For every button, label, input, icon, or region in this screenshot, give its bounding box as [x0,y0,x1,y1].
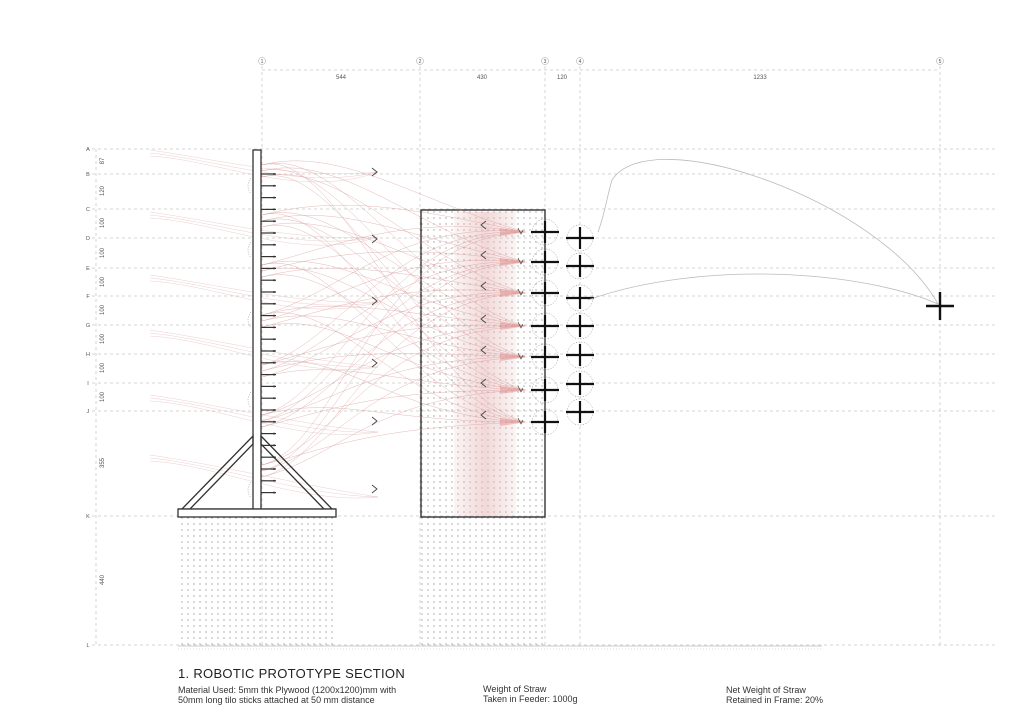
grid-row-label: B [86,172,90,178]
robot-cross-icon [566,313,594,339]
material-note [178,685,396,705]
grid-row-label: E [86,266,90,272]
grid-row-label: K [86,514,90,520]
grid-row-label: D [86,236,90,242]
vertical-dimension: 100 [100,391,106,403]
straw-band [454,212,516,516]
vertical-dimension: 120 [100,185,106,197]
grid-row-label: F [86,294,90,300]
horizontal-dimension: 1233 [753,75,767,81]
grid-column-label: 5 [938,59,942,65]
straw-weight-line-1: Weight of Straw [483,684,547,694]
material-line-1: Material Used: 5mm thk Plywood (1200x1200)mm with [178,685,397,695]
robot-cross-icon [566,399,594,425]
vertical-dimension: 440 [100,574,106,586]
left-foundation [178,517,336,645]
vertical-dimension: 100 [100,247,106,259]
robot-cross-icon [566,285,594,311]
grid-column-label: 2 [418,59,422,65]
plywood-frame [178,150,336,517]
center-foundation [421,517,545,645]
grid-column-label: 3 [543,59,547,65]
vertical-dimension: 100 [100,276,106,288]
horizontal-dimension: 544 [335,75,347,81]
vertical-dimension: 100 [100,362,106,374]
horizontal-dimension: 120 [556,75,568,81]
grid-row-label: A [86,147,90,153]
feeder-path [598,159,938,304]
horizontal-dimension: 430 [476,75,488,81]
grid-row-label: G [85,323,91,329]
grid-column-label: 4 [578,59,582,65]
vertical-dimension: 100 [100,217,106,229]
material-line-2: 50mm long tilo sticks attached at 50 mm distance [178,695,375,705]
straw-weight-line-2: Taken in Feeder: 1000g [483,694,578,704]
straw-weight-note [483,684,578,704]
vertical-dimension: 100 [100,333,106,345]
chevron-right-icon [372,485,377,493]
grid-row-label: H [86,352,90,358]
robot-cross-icon [566,253,594,279]
vertical-dimension: 100 [100,304,106,316]
robot-cross-icon [566,371,594,397]
tilo-sticks [248,173,276,498]
target-cross [926,292,954,320]
robot-cross-icon [566,342,594,368]
grid-row-label: C [86,207,90,213]
net-weight-line-2: Retained in Frame: 20% [726,695,824,705]
grid-row-label: I [87,381,89,387]
grid-column-label: 1 [260,59,264,65]
vertical-dimension: 87 [100,157,106,165]
vertical-dimension: 355 [100,457,106,469]
robot-cross-icon [566,225,594,251]
section-title: 1. ROBOTIC PROTOTYPE SECTION [178,666,406,681]
grid-row-label: J [86,409,90,415]
chevron-right-icon [372,359,377,367]
net-weight-line-1: Net Weight of Straw [726,685,806,695]
grid-row-label: L [86,643,90,649]
net-weight-note [726,685,823,705]
